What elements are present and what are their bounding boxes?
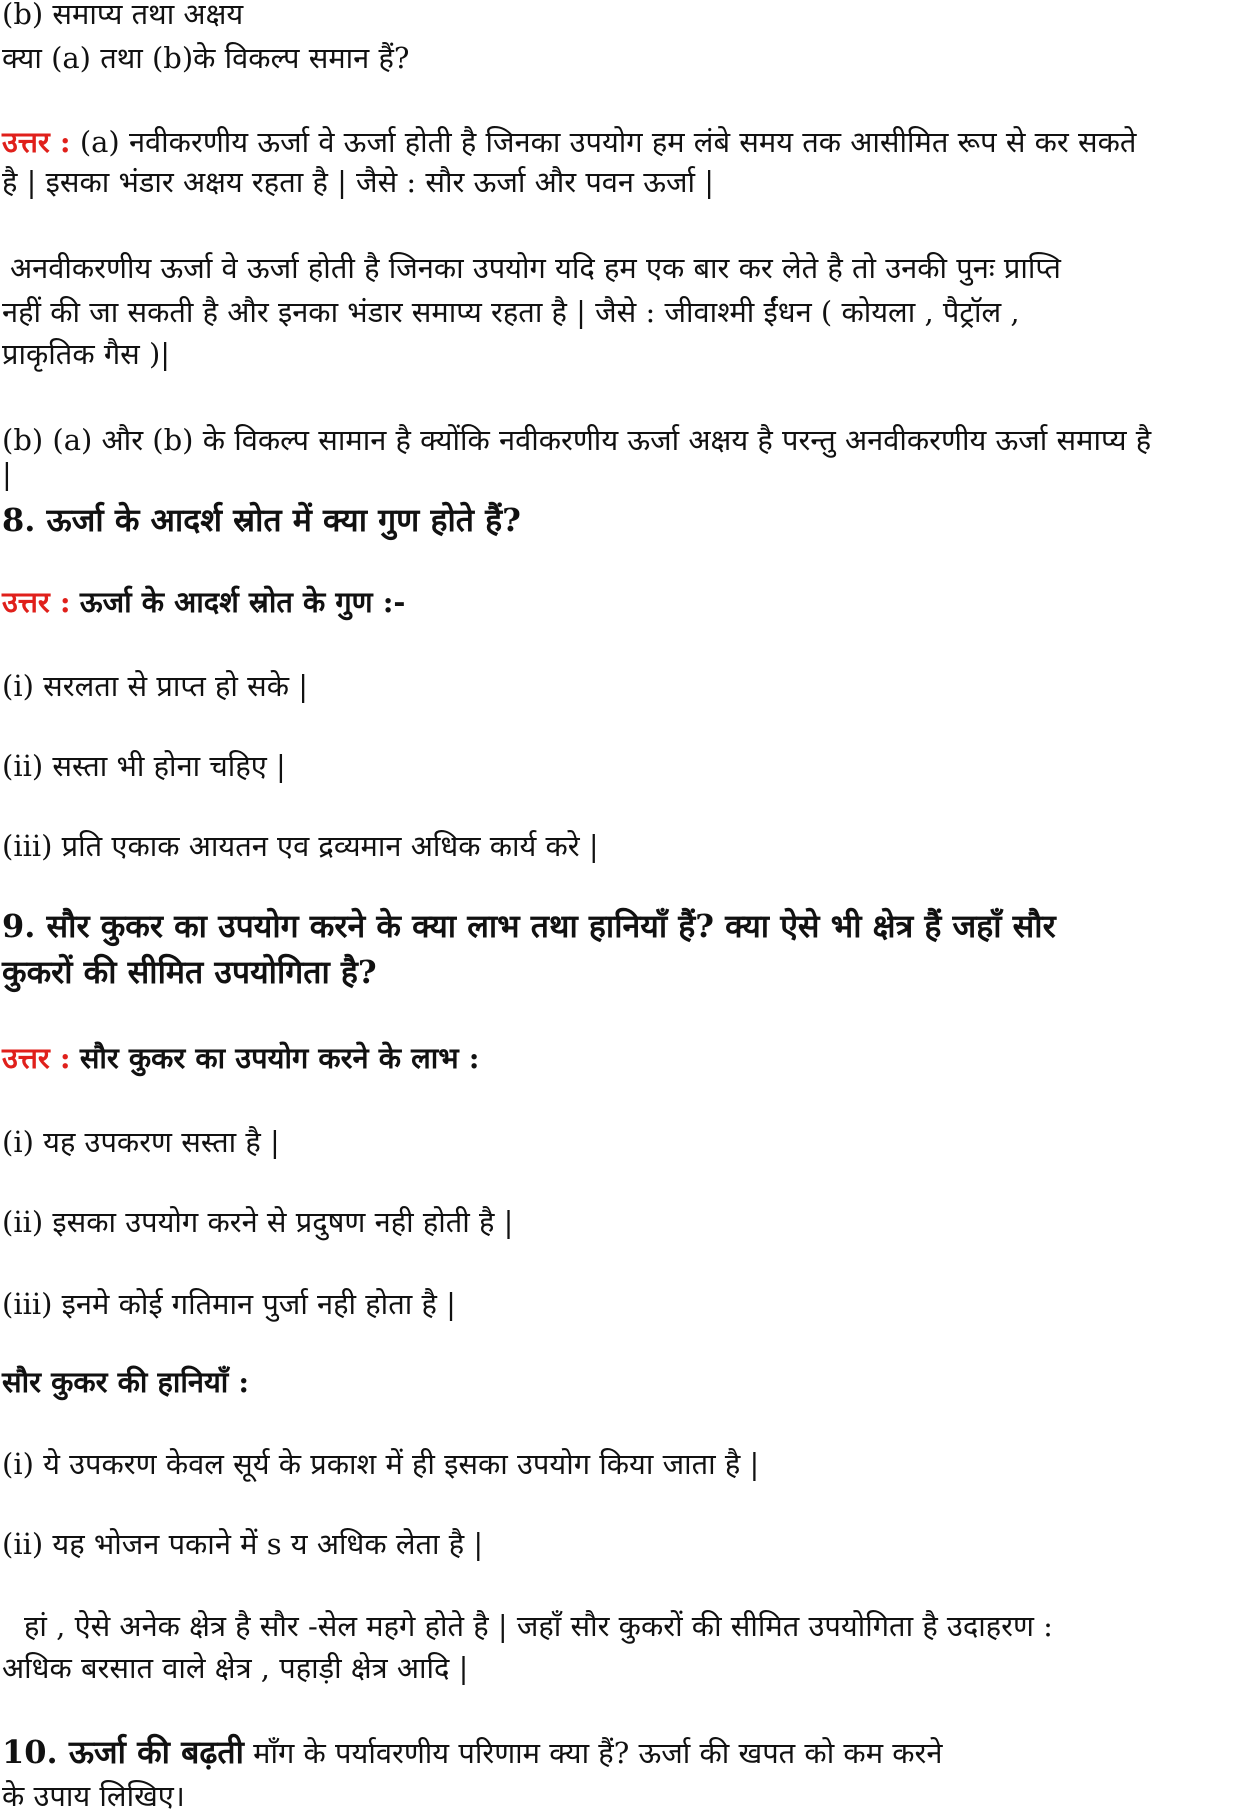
question-10-rest: माँग के पर्यावरणीय परिणाम क्या हैं? ऊर्जा की खपत को कम करने (243, 1736, 943, 1770)
nonrenewable-line1: अनवीकरणीय ऊर्जा वे ऊर्जा होती है जिनका उपयोग यदि हम एक बार कर लेते है तो उनकी पुनः प्राप्ति (10, 251, 1061, 285)
answer8-intro (2, 580, 1247, 624)
list-item: (i) यह उपकरण सस्ता है | (2, 1125, 280, 1159)
question-8: 8. ऊर्जा के आदर्श स्रोत में क्या गुण होते हैं? (2, 501, 521, 539)
answer-label: उत्तर : (2, 585, 71, 619)
answer7-a-line1 (2, 120, 1247, 164)
answer8-intro-text: ऊर्जा के आदर्श स्रोत के गुण :- (79, 585, 406, 619)
list-item: (i) सरलता से प्राप्त हो सके | (2, 669, 309, 703)
list-item: (ii) सस्ता भी होना चहिए | (2, 749, 286, 783)
question-9-line1: 9. सौर कुकर का उपयोग करने के क्या लाभ तथा हानियाँ हैं? क्या ऐसे भी क्षेत्र हैं जहाँ सौर (2, 907, 1056, 945)
question-10-bold: 10. ऊर्जा की बढ़ती (2, 1733, 244, 1771)
prev-question-tail: क्या (a) तथा (b)के विकल्प समान हैं? (2, 41, 410, 75)
answer9-intro (2, 1036, 1247, 1080)
renewable-definition: नवीकरणीय ऊर्जा वे ऊर्जा होती है जिनका उपयोग हम लंबे समय तक आसीमित रूप से कर सकते (128, 125, 1137, 159)
list-item: (iii) प्रति एकाक आयतन एव द्रव्यमान अधिक कार्य करे | (2, 829, 599, 863)
answer7-a-prefix: (a) (79, 125, 120, 159)
list-item: (i) ये उपकरण केवल सूर्य के प्रकाश में ही इसका उपयोग किया जाता है | (2, 1447, 760, 1481)
answer-label: उत्तर : (2, 1041, 71, 1075)
prev-option-b: (b) समाप्य तथा अक्षय (2, 0, 244, 31)
nonrenewable-line3: प्राकृतिक गैस )| (2, 337, 171, 371)
answer-label: उत्तर : (2, 125, 71, 159)
answer9-intro-text: सौर कुकर का उपयोग करने के लाभ : (79, 1041, 480, 1075)
question-10-line2: के उपाय लिखिए। (2, 1779, 185, 1813)
list-item: (ii) यह भोजन पकाने में s य अधिक लेता है | (2, 1527, 484, 1561)
regions-line2: अधिक बरसात वाले क्षेत्र , पहाड़ी क्षेत्र आदि | (2, 1651, 469, 1685)
list-item: (iii) इनमे कोई गतिमान पुर्जा नही होता है | (2, 1287, 456, 1321)
renewable-line2: है | इसका भंडार अक्षय रहता है | जैसे : सौर ऊर्जा और पवन ऊर्जा | (2, 165, 715, 199)
list-item: (ii) इसका उपयोग करने से प्रदुषण नही होती है | (2, 1205, 514, 1239)
question-10-line1 (2, 1730, 1247, 1775)
nonrenewable-line2: नहीं की जा सकती है और इनका भंडार समाप्य रहता है | जैसे : जीवाश्मी ईंधन ( कोयला , पैट्रॉल , (2, 295, 1020, 329)
answer7-b-line2: | (2, 457, 12, 491)
disadvantages-heading: सौर कुकर की हानियाँ : (2, 1365, 250, 1399)
answer7-b-line1: (b) (a) और (b) के विकल्प सामान है क्योंकि नवीकरणीय ऊर्जा अक्षय है परन्तु अनवीकरणीय ऊर्जा समाप्य है (2, 423, 1152, 457)
regions-line1: हां , ऐसे अनेक क्षेत्र है सौर -सेल महगे होते है | जहाँ सौर कुकरों की सीमित उपयोगिता है उदाहरण : (24, 1609, 1053, 1643)
question-9-line2: कुकरों की सीमित उपयोगिता है? (2, 953, 377, 991)
